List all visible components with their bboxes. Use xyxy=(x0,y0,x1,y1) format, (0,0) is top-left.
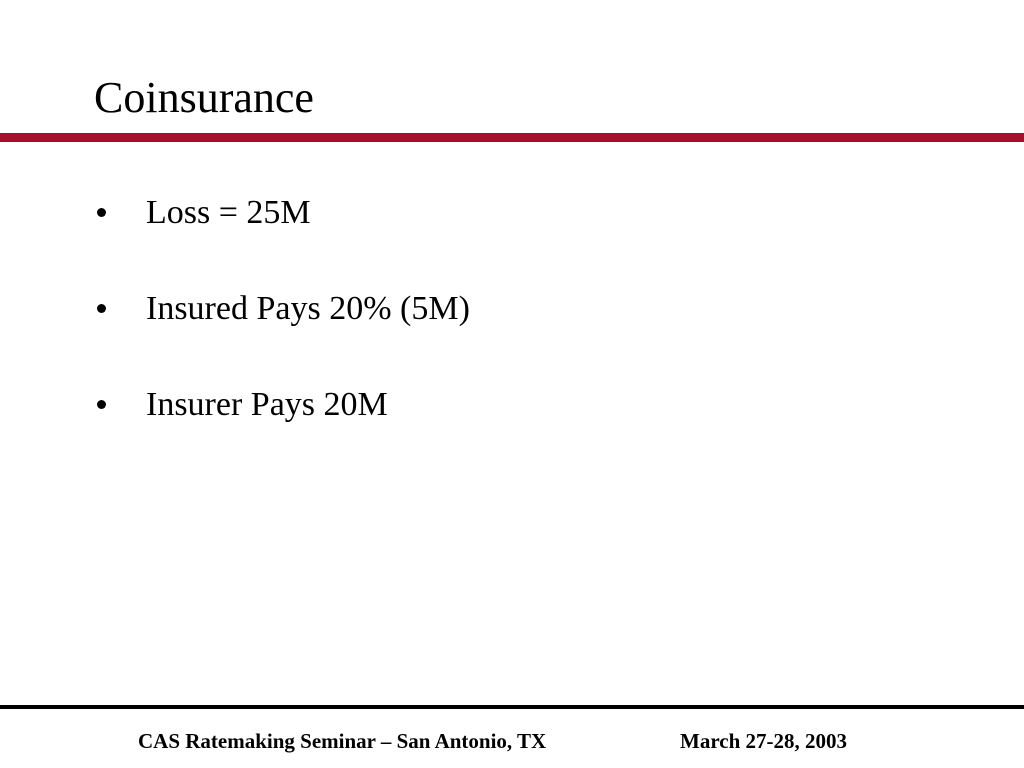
bullet-item xyxy=(0,192,900,236)
bullet-item xyxy=(0,288,900,332)
bullet-dot-icon xyxy=(97,208,106,217)
footer-event: CAS Ratemaking Seminar – San Antonio, TX xyxy=(138,729,547,753)
title-divider xyxy=(0,133,1024,142)
bullet-text: Insurer Pays 20M xyxy=(146,386,388,423)
bullet-dot-icon xyxy=(97,400,106,409)
bullet-text: Insured Pays 20% (5M) xyxy=(146,290,470,327)
footer-divider xyxy=(0,705,1024,709)
bullet-dot-icon xyxy=(97,304,106,313)
slide-title: Coinsurance xyxy=(94,73,314,122)
bullet-text: Loss = 25M xyxy=(146,194,311,231)
footer-date: March 27-28, 2003 xyxy=(680,729,848,753)
bullet-item xyxy=(0,384,900,428)
